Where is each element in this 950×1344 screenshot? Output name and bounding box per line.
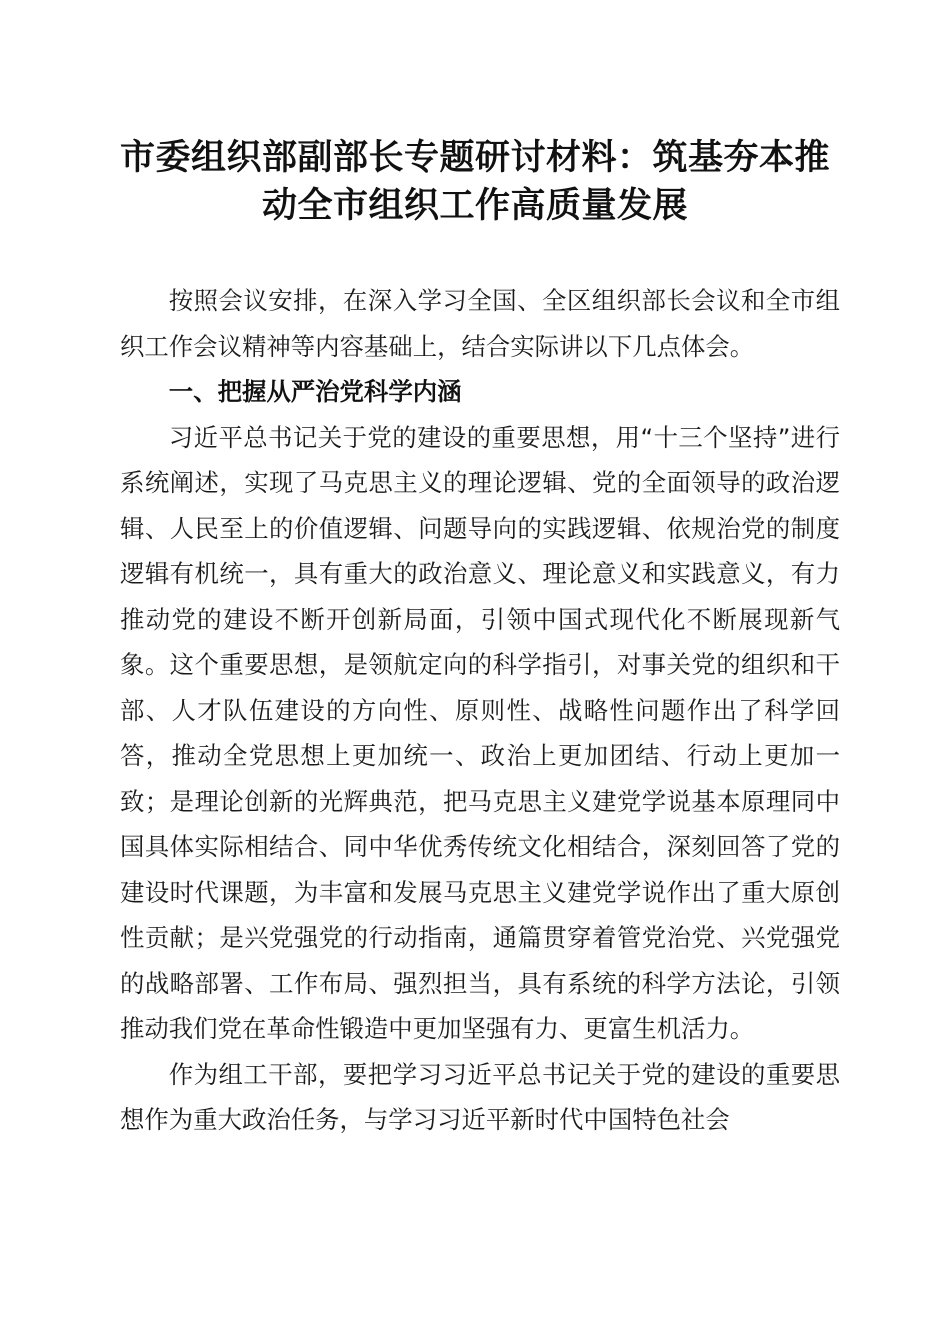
document-body bbox=[120, 278, 840, 1143]
section-heading-1: 一、把握从严治党科学内涵 bbox=[168, 377, 462, 406]
title-line-1: 市委组织部副部长专题研讨材料：筑基夯本推 bbox=[119, 137, 830, 178]
section1-paragraph-1: 习近平总书记关于党的建设的重要思想，用“十三个坚持”进行系统阐述，实现了马克思主义的理论逻辑、党的全面领导的政治逻辑、人民至上的价值逻辑、问题导向的实践逻辑、依规治党的制度逻辑有机统一，具有重大的政治意义、理论意义和实践意义，有力推动党的建设不断开创新局面，引领中国式现代化不断展现新气象。这个重要思想，是领航定向的科学指引，对事关党的组织和干部、人才队伍建设的方向性、原则性、战略性问题作出了科学回答，推动全党思想上更加统一、政治上更加团结、行动上更加一致；是理论创新的光辉典范，把马克思主义建党学说基本原理同中国具体实际相结合、同中华优秀传统文化相结合，深刻回答了党的建设时代课题，为丰富和发展马克思主义建党学说作出了重大原创性贡献；是兴党强党的行动指南，通篇贯穿着管党治党、兴党强党的战略部署、工作布局、强烈担当，具有系统的科学方法论，引领推动我们党在革命性锻造中更加坚强有力、更富生机活力。 bbox=[120, 422, 840, 1043]
intro-paragraph: 按照会议安排，在深入学习全国、全区组织部长会议和全市组织工作会议精神等内容基础上，结合实际讲以下几点体会。 bbox=[120, 286, 840, 361]
document-title bbox=[110, 134, 840, 230]
title-line-2: 动全市组织工作高质量发展 bbox=[261, 185, 688, 226]
section1-paragraph-2: 作为组工干部，要把学习习近平总书记关于党的建设的重要思想作为重大政治任务，与学习习近平新时代中国特色社会 bbox=[120, 1059, 840, 1134]
